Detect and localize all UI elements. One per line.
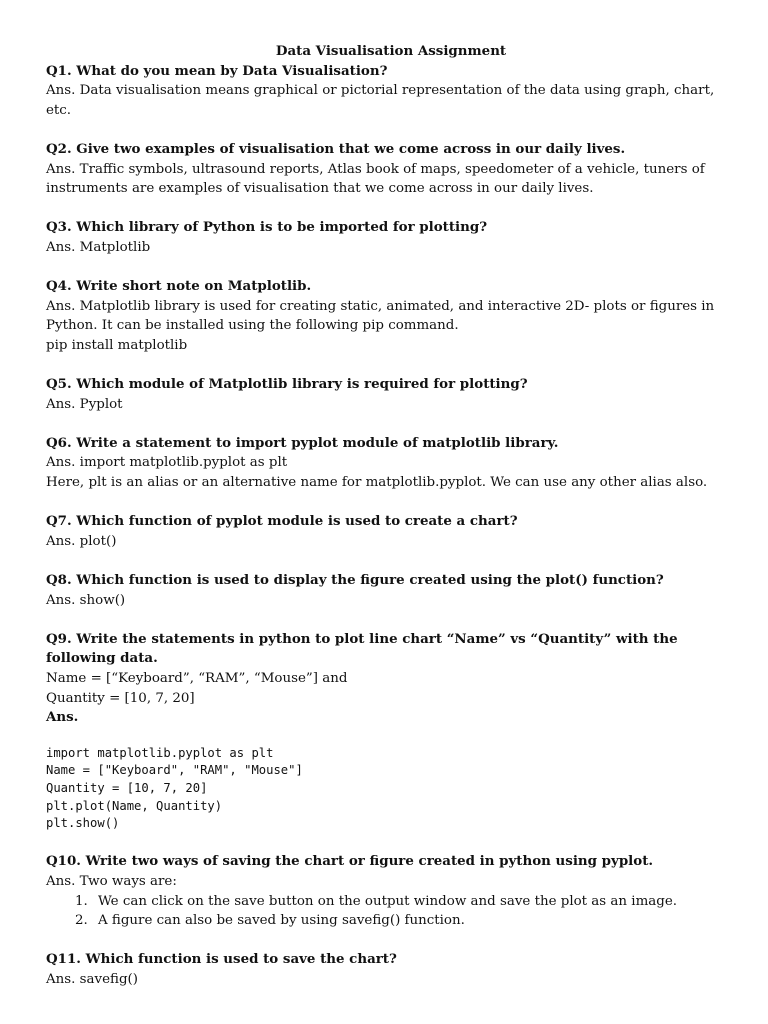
code-line: import matplotlib.pyplot as plt xyxy=(46,745,274,760)
question-text: Q1. What do you mean by Data Visualisation? xyxy=(46,62,388,79)
question-text: Q11. Which function is used to save the chart? xyxy=(46,951,397,968)
list-item: 2. A figure can also be saved by using savefig() function. xyxy=(92,911,736,931)
answer-text: Ans. savefig() xyxy=(46,971,138,987)
answer-text: Ans. Matplotlib xyxy=(46,239,151,255)
qa-block-q2 xyxy=(46,140,736,199)
data-line-name: Name = [“Keyboard”, “RAM”, “Mouse”] and xyxy=(46,671,348,686)
qa-block-q5 xyxy=(46,375,736,414)
document-title: Data Visualisation Assignment xyxy=(275,43,507,59)
question-text: Q7. Which function of pyplot module is used to create a chart? xyxy=(46,513,518,530)
answer-text: Ans. Pyplot xyxy=(46,396,123,412)
answer-label: Ans. xyxy=(46,709,79,726)
qa-block-q3 xyxy=(46,218,736,257)
data-line-quantity: Quantity = [10, 7, 20] xyxy=(46,690,195,706)
answer-text: Ans. show() xyxy=(46,592,126,608)
answer-text: Ans. Two ways are: xyxy=(46,873,177,889)
question-text: Q5. Which module of Matplotlib library is required for plotting? xyxy=(46,376,528,393)
code-line: Name = ["Keyboard", "RAM", "Mouse"] xyxy=(46,763,303,778)
answer-text: Ans. Matplotlib library is used for creating static, animated, and interactive 2D- plots or figures in Python. It can be installed using the following pip command. xyxy=(46,298,715,334)
question-text: Q4. Write short note on Matplotlib. xyxy=(46,278,312,295)
question-text: Q6. Write a statement to import pyplot module of matplotlib library. xyxy=(46,434,559,451)
code-line: plt.show() xyxy=(46,816,120,831)
answer-text: Ans. import matplotlib.pyplot as plt xyxy=(46,455,288,471)
answer-note-text: Here, plt is an alias or an alternative name for matplotlib.pyplot. We can use any other alias also. xyxy=(46,475,708,491)
code-line: Quantity = [10, 7, 20] xyxy=(46,780,208,795)
question-text: Q3. Which library of Python is to be imported for plotting? xyxy=(46,219,488,236)
answer-text: Ans. Data visualisation means graphical or pictorial representation of the data using graph, chart, etc. xyxy=(46,83,715,118)
qa-block-q1 xyxy=(46,62,736,121)
qa-block-q8 xyxy=(46,571,736,610)
code-line: plt.plot(Name, Quantity) xyxy=(46,798,223,813)
question-text: Q2. Give two examples of visualisation that we come across in our daily lives. xyxy=(46,140,626,157)
answer-text: Ans. plot() xyxy=(46,533,117,549)
qa-block-q6 xyxy=(46,434,736,493)
question-text: Q8. Which function is used to display the figure created using the plot() function? xyxy=(46,572,664,589)
answer-text: Ans. Traffic symbols, ultrasound reports, Atlas book of maps, speedometer of a vehicle, tuners of instruments are examples of visualisation that we come across in our daily lives. xyxy=(46,161,705,197)
qa-block-q4 xyxy=(46,277,736,355)
code-spacer xyxy=(46,728,736,745)
answer-list xyxy=(46,892,736,931)
qa-block-q10 xyxy=(46,852,736,930)
document-page xyxy=(46,42,736,1009)
question-text: Q9. Write the statements in python to plot line chart “Name” vs “Quantity” with the following data. xyxy=(46,630,678,667)
code-block xyxy=(46,745,736,833)
question-text: Q10. Write two ways of saving the chart or figure created in python using pyplot. xyxy=(46,853,654,870)
pip-command-text: pip install matplotlib xyxy=(46,337,188,353)
qa-block-q7 xyxy=(46,512,736,551)
list-item: 1. We can click on the save button on the output window and save the plot as an image. xyxy=(92,892,736,912)
qa-block-q9 xyxy=(46,630,736,833)
qa-block-q11 xyxy=(46,950,736,989)
